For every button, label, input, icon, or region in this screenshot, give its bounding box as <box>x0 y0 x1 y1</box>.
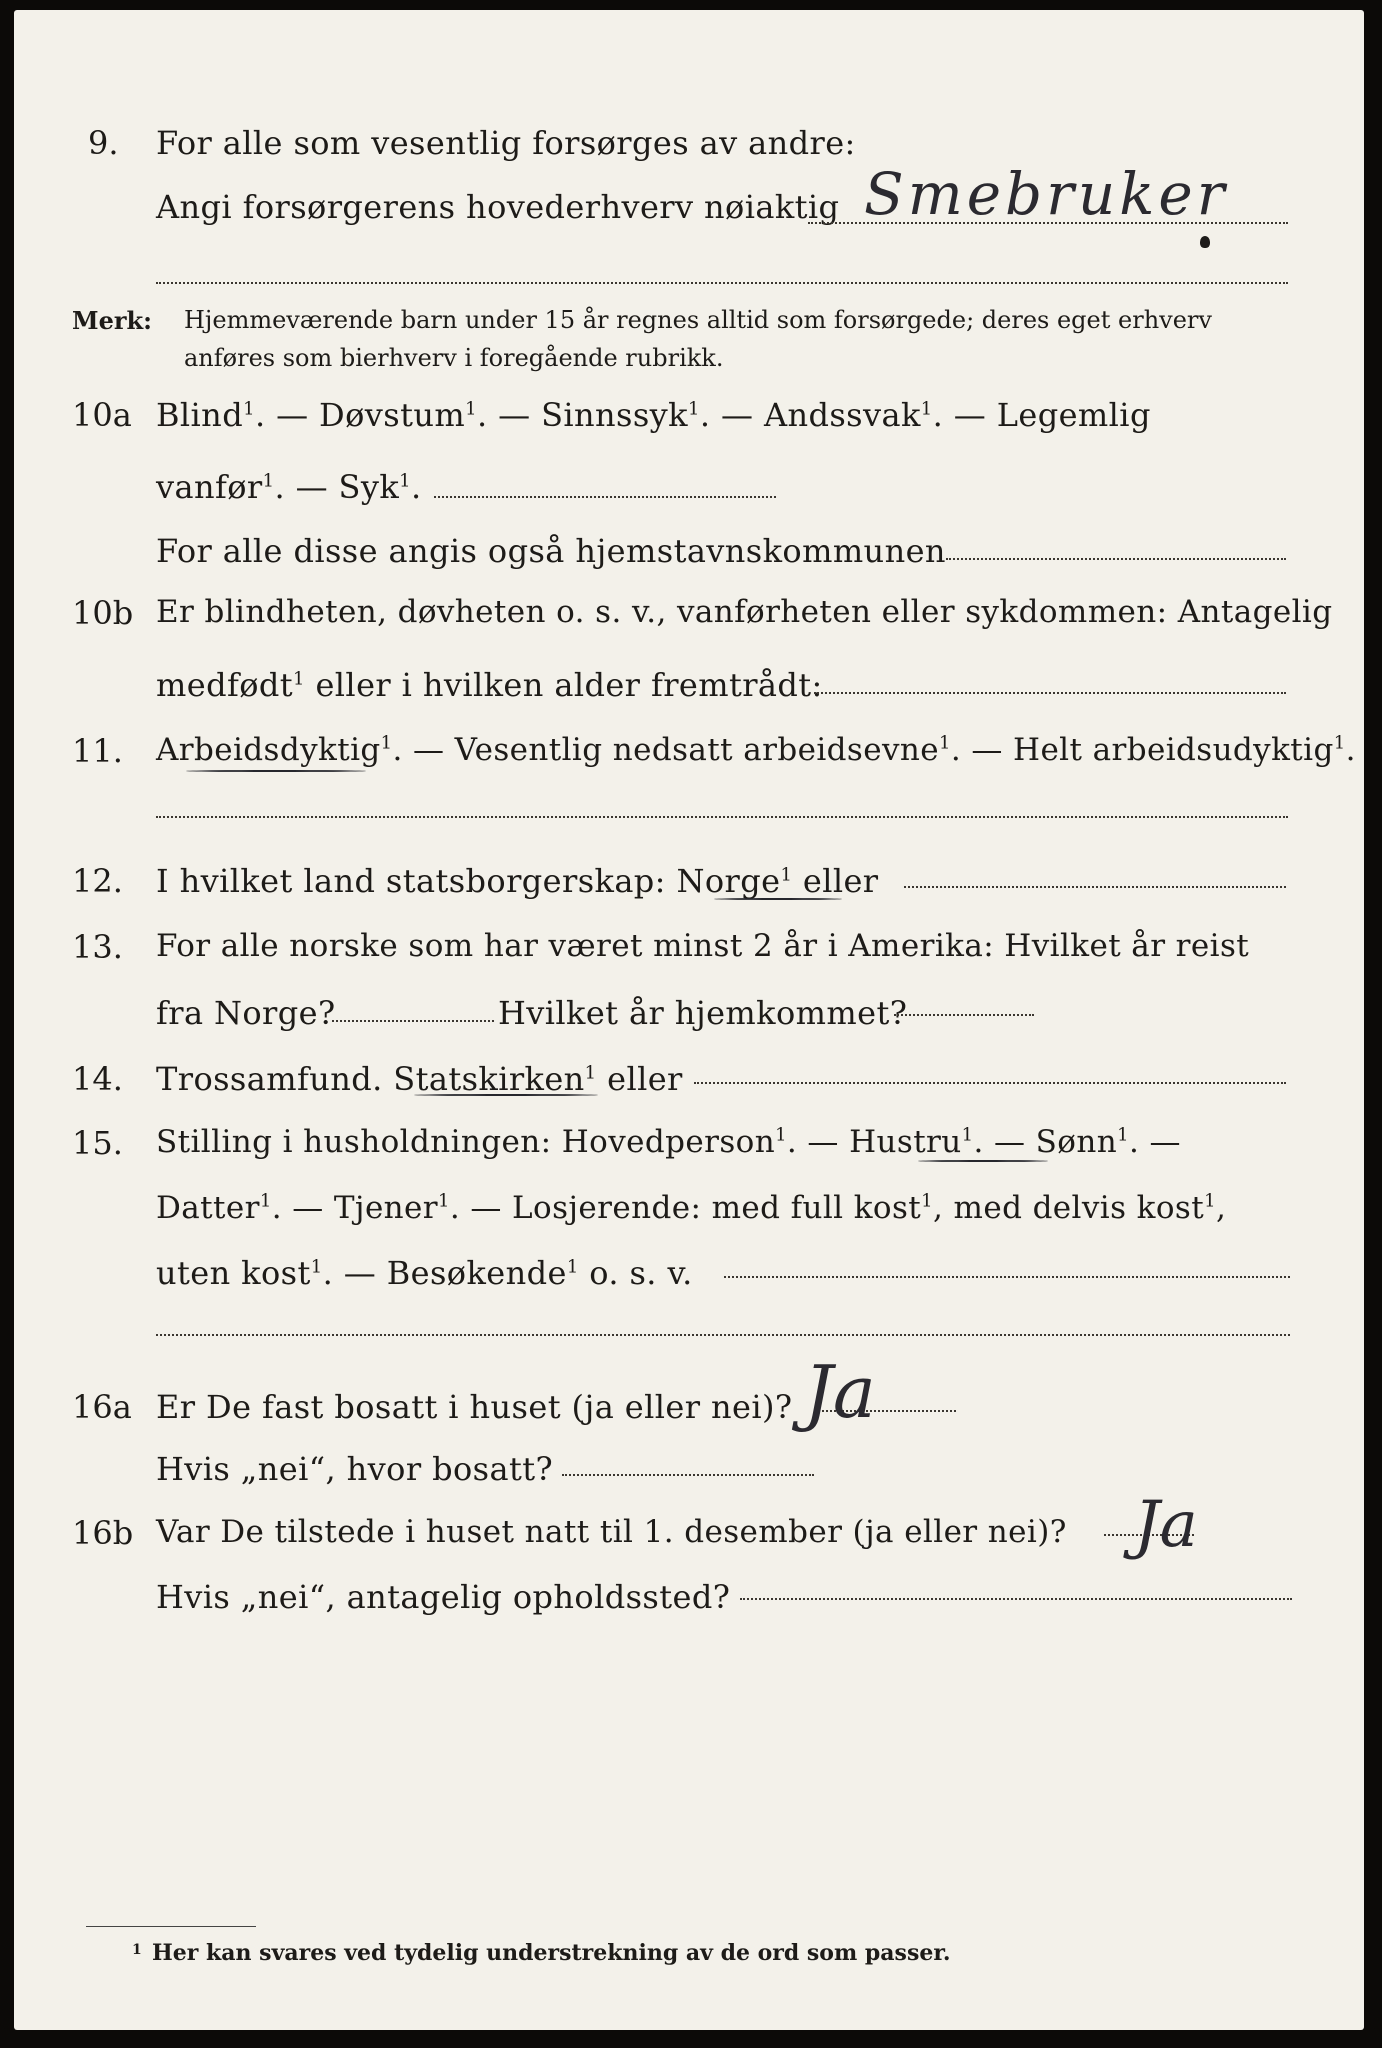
q9-extra-line <box>156 282 1288 284</box>
q13-number: 13. <box>72 928 123 966</box>
q15-answer-line <box>724 1276 1290 1278</box>
q10a-line-2: vanfør$^1$. — Syk$^1$. <box>156 468 422 506</box>
q15-line-2: Datter$^1$. — Tjener$^1$. — Losjerende: med full kost$^1$, med delvis kost$^1$, <box>156 1190 1227 1226</box>
q9-handwritten-answer: Smebruker <box>864 160 1229 228</box>
merk-line-2: anføres som bierhverv i foregående rubrikk. <box>184 344 724 372</box>
q12-answer-line <box>904 886 1286 888</box>
q9-number: 9. <box>88 124 119 162</box>
q16b-number: 16b <box>72 1514 134 1552</box>
q16a-number: 16a <box>72 1388 132 1426</box>
q12-line-1: I hvilket land statsborgerskap: Norge$^1$ eller <box>156 862 879 900</box>
q10b-answer-line <box>814 692 1286 694</box>
q16a-line-2: Hvis „nei“, hvor bosatt? <box>156 1450 554 1488</box>
q11-handwritten-underline <box>186 770 366 772</box>
q15-line-3: uten kost$^1$. — Besøkende$^1$ o. s. v. <box>156 1254 693 1292</box>
q13-line-2b: Hvilket år hjemkommet? <box>498 994 908 1032</box>
q16b-handwritten-answer: Ja <box>1134 1488 1198 1562</box>
q9-line-2: Angi forsørgerens hovederhverv nøiaktig <box>156 188 840 226</box>
q12-number: 12. <box>72 862 123 900</box>
q15-line-1: Stilling i husholdningen: Hovedperson$^1$. — Hustru$^1$. — Sønn$^1$. — <box>156 1124 1181 1160</box>
q14-answer-line <box>694 1082 1286 1084</box>
q10b-number: 10b <box>72 594 134 632</box>
q13-right-answer-line <box>894 1014 1034 1016</box>
q10a-line-1: Blind$^1$. — Døvstum$^1$. — Sinnssyk$^1$. — Andssvak$^1$. — Legemlig <box>156 396 1151 434</box>
q10a-answer-line <box>434 496 776 498</box>
q13-left-answer-line <box>332 1020 494 1022</box>
q16a-handwritten-answer: Ja <box>804 1350 876 1434</box>
q16b-where-line <box>740 1598 1292 1600</box>
merk-label: Merk: <box>72 306 152 335</box>
q15-handwritten-underline <box>918 1160 1048 1162</box>
q16b-line-1: Var De tilstede i huset natt til 1. desember (ja eller nei)? <box>156 1514 1067 1550</box>
merk-line-1: Hjemmeværende barn under 15 år regnes alltid som forsørgede; deres eget erhverv <box>184 306 1212 334</box>
q16b-line-2: Hvis „nei“, antagelig opholdssted? <box>156 1578 731 1616</box>
q10b-line-1: Er blindheten, døvheten o. s. v., vanførheten eller sykdommen: Antagelig <box>156 594 1333 630</box>
footnote-text: Her kan svares ved tydelig understrekning av de ord som passer. <box>152 1940 951 1966</box>
q14-number: 14. <box>72 1060 123 1098</box>
q10a-number: 10a <box>72 396 132 434</box>
q13-line-2a: fra Norge? <box>156 994 336 1032</box>
q10a-home-line <box>946 558 1286 560</box>
q15-number: 15. <box>72 1124 123 1162</box>
q16a-line-1: Er De fast bosatt i huset (ja eller nei)? <box>156 1388 793 1426</box>
q10a-line-3: For alle disse angis også hjemstavnskommunen <box>156 532 946 570</box>
q14-handwritten-underline <box>414 1094 598 1096</box>
q11-number: 11. <box>72 732 123 770</box>
q11-line-1: Arbeidsdyktig$^1$. — Vesentlig nedsatt arbeidsevne$^1$. — Helt arbeidsudyktig$^1$. <box>156 732 1356 768</box>
q10b-line-2: medfødt$^1$ eller i hvilken alder fremtrådt: <box>156 666 823 704</box>
q15-extra-line <box>156 1334 1290 1336</box>
footnote-rule <box>86 1926 256 1927</box>
q9-line-1: For alle som vesentlig forsørges av andre: <box>156 124 856 162</box>
footnote-mark: 1 <box>132 1942 142 1958</box>
q13-line-1: For alle norske som har været minst 2 år i Amerika: Hvilket år reist <box>156 928 1250 964</box>
ink-blot <box>1200 236 1210 248</box>
q12-handwritten-underline <box>714 898 842 900</box>
q16a-where-line <box>562 1474 814 1476</box>
q11-extra-line <box>156 816 1288 818</box>
census-form-page <box>14 10 1364 2030</box>
q14-line-1: Trossamfund. Statskirken$^1$ eller <box>156 1060 683 1098</box>
